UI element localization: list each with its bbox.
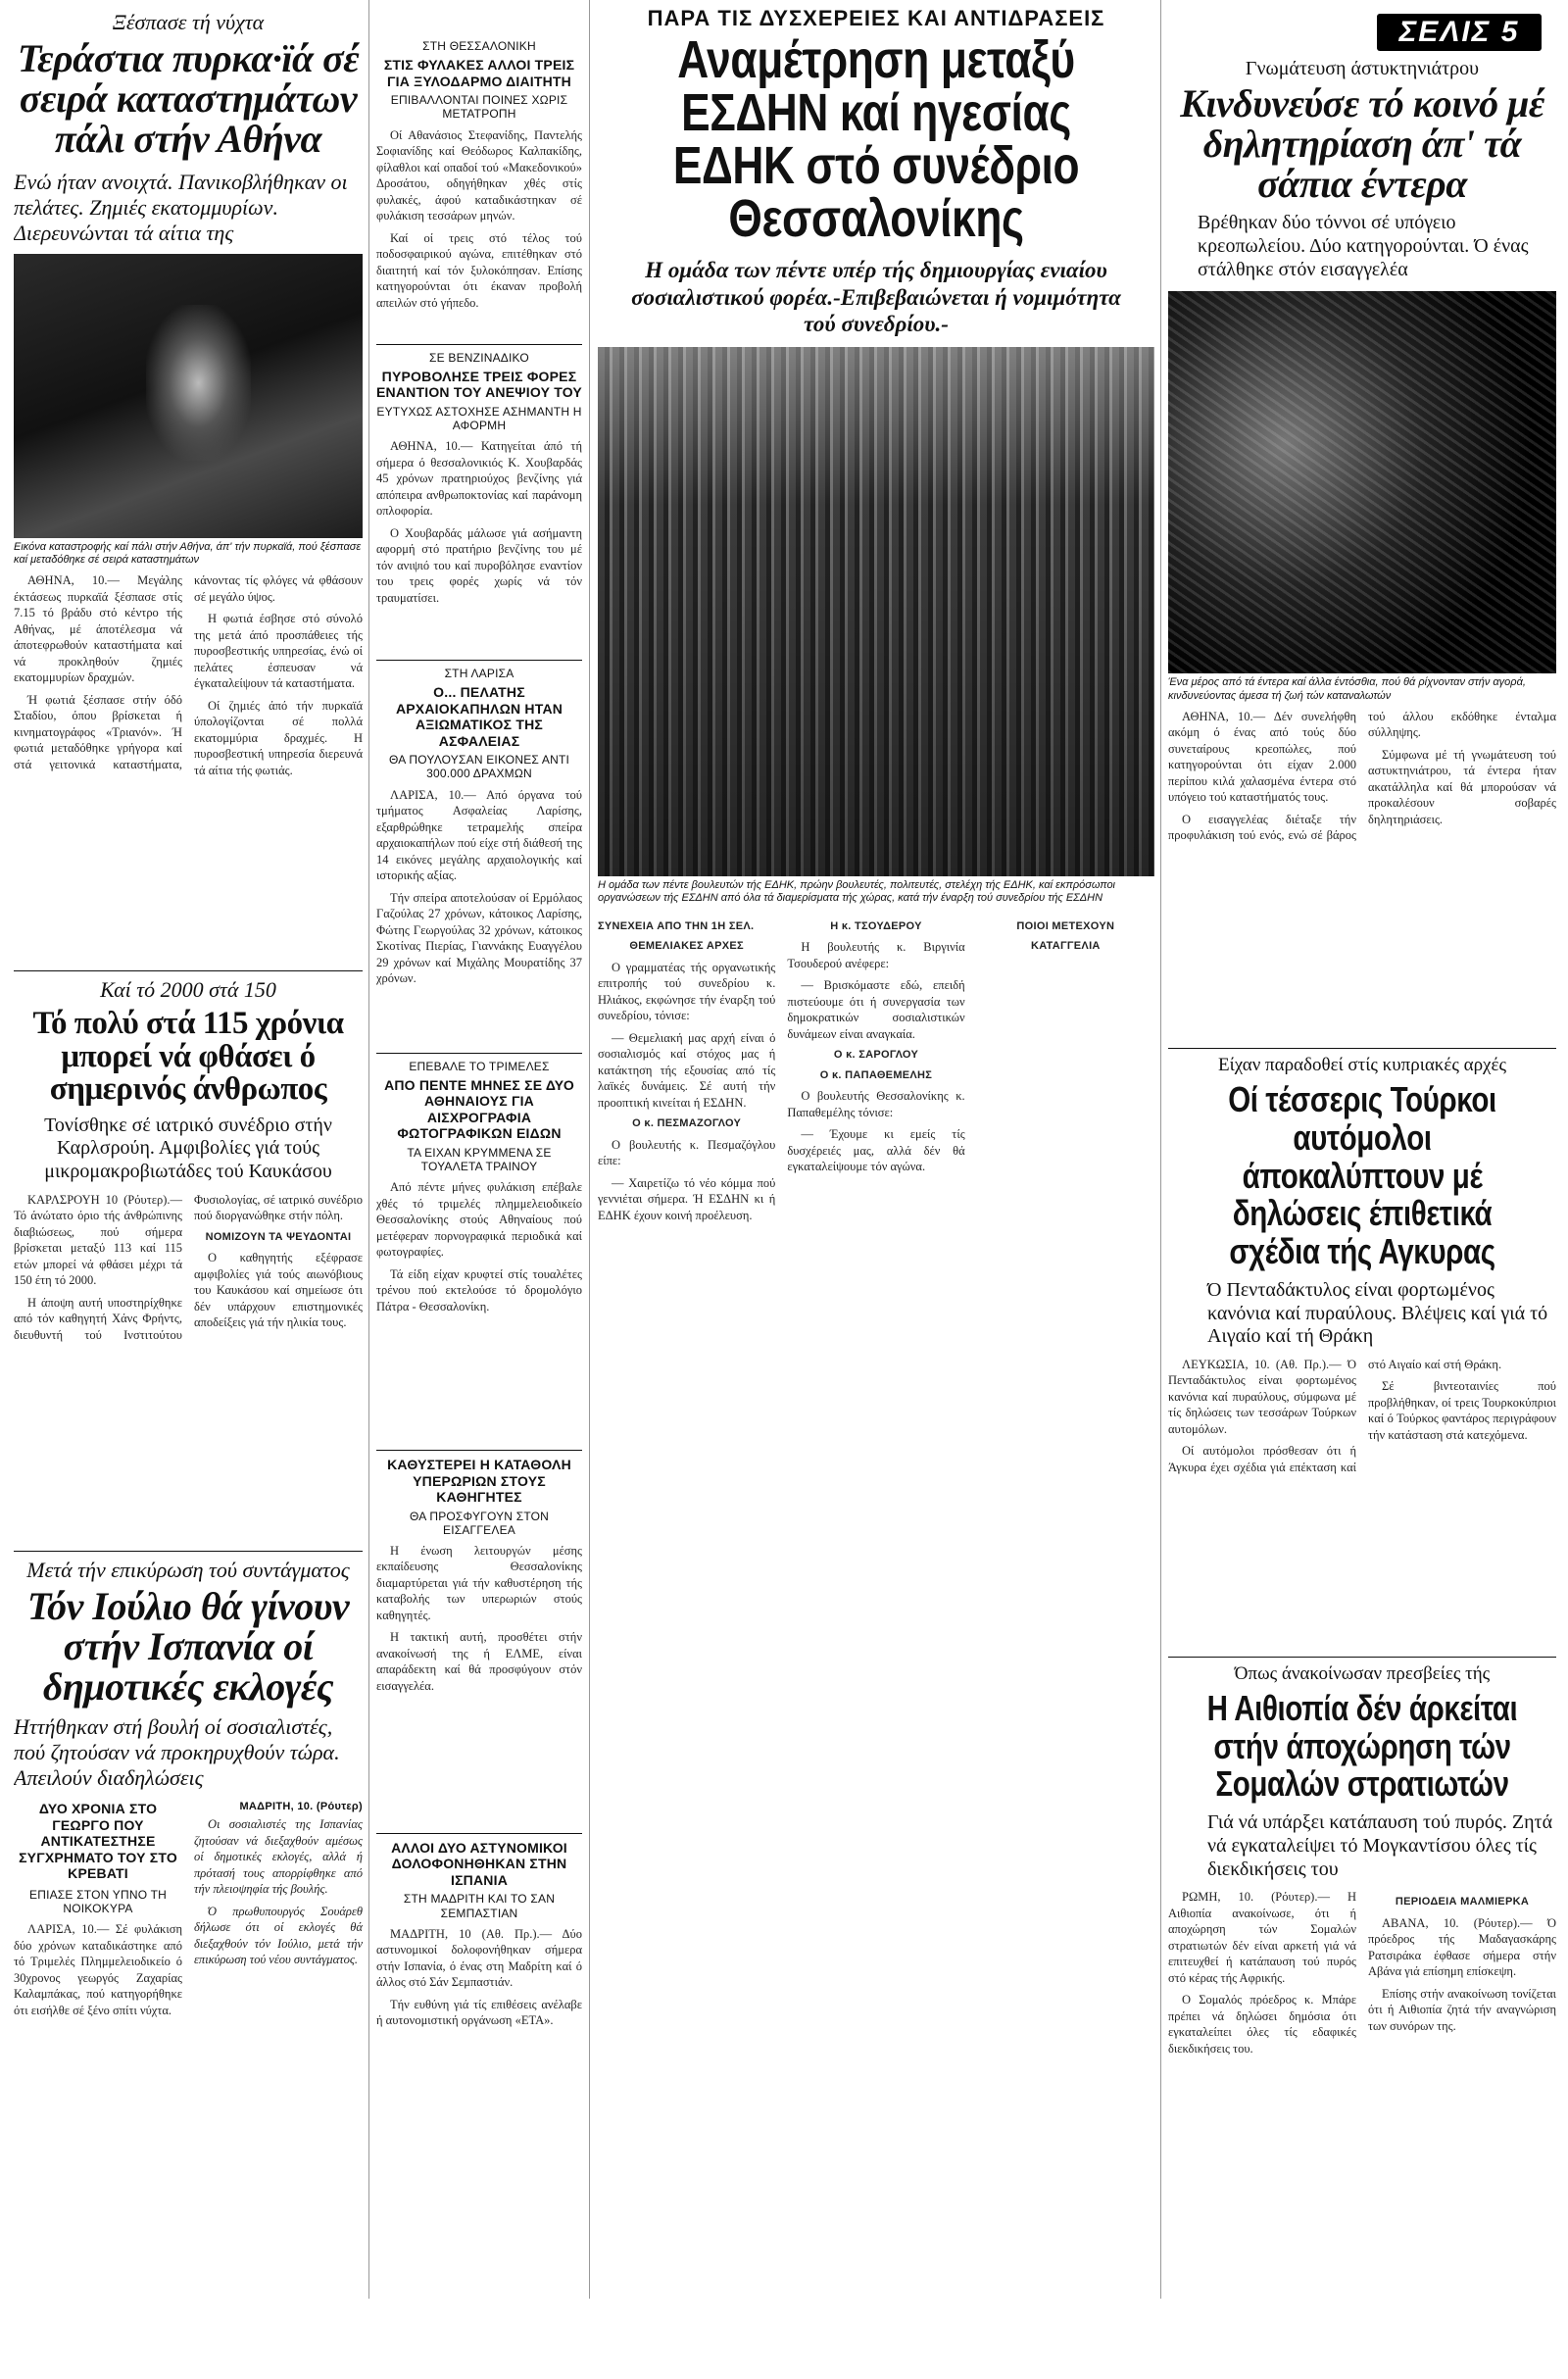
prisons-tag: ΣΤΗ ΘΕΣΣΑΛΟΝΙΚΗ bbox=[422, 39, 536, 53]
poison-photo-caption: Ένα μέρος από τά έντερα καί άλλα έντόσθια, πού θά ρίχνονταν στήν αγορά, κινδυνεύοντας άμεσα τή ζωή τών καταναλωτών bbox=[1168, 676, 1526, 702]
article-paragraph: Ή φωτιά ξέσπασε στήν όδό Σταδίου, όπου βρίσκεται ή κινηματογράφος «Τριανόν». Ή φωτιά μεταδόθηκε γρήγορα καί στά γειτονικά καταστήματα, κάνοντας τίς φλόγες νά φθάσουν σέ μεγάλο ύψος. bbox=[14, 573, 363, 771]
turkey-deck: Ό Πενταδάκτυλος είναι φορτωμένος κανόνια καί πυραύλους. Βλέψεις καί γιά τό Αιγαίο καί τή Θράκη bbox=[1207, 1279, 1548, 1348]
article-paragraph: ΛΑΡΙΣΑ, 10.— Σέ φυλάκιση δύο χρόνων καταδικάστηκε από τό Τριμελές Πλημμελειοδικείο ό 30χρονος γεωργός Ζαχαρίας Καλαμπάκας, πού κατηγορήθηκε ότι εισήλθε σέ ξένο σπίτι νύχτα. bbox=[14, 1922, 182, 2017]
side-story-body bbox=[14, 1921, 182, 2018]
article-paragraph: Η τακτική αυτή, προσθέτει στήν ανακοίνωσή της ή ΕΛΜΕ, είναι απαράδεκτη καί θά προσφύγουν στόν εισαγγελέα. bbox=[376, 1630, 582, 1693]
fire-deck: Ενώ ήταν ανοιχτά. Πανικοβλήθηκαν οι πελάτες. Ζημιές εκατομμυρίων. Διερευνώνται τά αίτια της bbox=[14, 169, 348, 245]
ethiopia-body-col1 bbox=[1168, 1889, 1356, 2379]
article-paragraph: Καί οί τρεις στό τέλος τού ποδοσφαιρικού αγώνα, επιτέθηκαν στό διαιτητή καί τόν ξυλοκόπησαν. Επίσης κατηγορούνται ότι έκαναν προβολή απειλών στό γήπεδο. bbox=[376, 230, 582, 310]
article-paragraph: Ο καθηγητής εξέφρασε αμφιβολίες γιά τούς αιωνόβιους του Καυκάσου καί σημείωσε ότι δέν υπάρχουν επιστημονικές αποδείξεις γιά τήν ηλικία τους. bbox=[194, 1251, 363, 1330]
article-paragraph: Ο Χουβαρδάς μάλωσε γιά ασήμαντη αφορμή στό πρατήριο βενζίνης του μέ τόν ανιψιό του καί πυροβόλησε εναντίον του τρεις φορές χωρίς νά τόν τραυματίσει. bbox=[376, 525, 582, 605]
prisons-subhead: ΕΠΙΒΑΛΛΟΝΤΑΙ ΠΟΙΝΕΣ ΧΩΡΙΣ ΜΕΤΑΤΡΟΠΗ bbox=[390, 93, 568, 122]
turkey-article-body bbox=[1168, 1357, 1556, 1651]
edik-body-col2 bbox=[787, 914, 964, 2266]
ethiopia-headline: Η Αιθιοπία δέν άρκείται στήν άποχώρηση τών Σομαλών στρατιωτών bbox=[1206, 1687, 1518, 1805]
edik-subhead-papathemelis: Ο κ. ΠΑΠΑΘΕΜΕΛΗΣ bbox=[819, 1068, 933, 1081]
article-paragraph: Επίσης στήν ανακοίνωση τονίζεται ότι ή Αιθιοπία ζητά τήν αναγνώριση των συνόρων της. bbox=[1368, 1986, 1556, 2033]
article-paragraph: ΑΘΗΝΑ, 10.— Κατηγείται άπό τή σήμερα ό θεσσαλονικιός Κ. Χουβαρδάς 45 χρόνων πρατηριούχος βενζίνης γιά απόπειρα ανθρωποκτονίας καί παράνομη οπλοφορία. bbox=[376, 439, 582, 518]
section-rule bbox=[376, 1833, 582, 1834]
column-divider bbox=[1160, 0, 1161, 2299]
gasstation-headline: ΠΥΡΟΒΟΛΗΣΕ ΤΡΕΙΣ ΦΟΡΕΣ ΕΝΑΝΤΙΟΝ ΤΟΥ ΑΝΕΨΙΟΥ ΤΟΥ bbox=[376, 368, 582, 401]
fire-photo bbox=[14, 254, 363, 538]
article-paragraph: ΑΘΗΝΑ, 10.— Δέν συνελήφθη ακόμη ό ένας από τούς δύο συνεταίρους κρεοπώλες, πού κατηγορούνται ότι είχαν 2.000 περίπου κιλά χαλασμένα έντερα στό υπόγειο τού καταστήματός τους. bbox=[1168, 709, 1356, 805]
gasstation-tag: ΣΕ ΒΕΝΖΙΝΑΔΙΚΟ bbox=[429, 350, 529, 365]
article-paragraph: ΡΩΜΗ, 10. (Ρόυτερ).— Η Αιθιοπία ανακοίνωσε, ότι ή αποχώρηση τών Σομαλών στρατιωτών δέν είναι αρκετή γιά νά επιτευχθεί ή κατάπαυση τού πυρός στό κέρας τής Αφρικής. bbox=[1168, 1890, 1356, 1985]
column-divider bbox=[368, 0, 369, 2299]
spain-vote-headline: Τόν Ιούλιο θά γίνουν στήν Ισπανία οί δημοτικές εκλογές bbox=[26, 1583, 350, 1709]
article-paragraph: Σέ βιντεοταινίες πού προβλήθηκαν, οί τρεις Τουρκοκύπριοι καί ό Τούρκος φαντάρος περιγράφουν τήν κατάσταση στά κατεχόμενα. bbox=[1368, 1379, 1556, 1442]
spain-vote-dateline: ΜΑΔΡΙΤΗ, 10. (Ρόυτερ) bbox=[239, 1801, 363, 1813]
longevity-subhead: ΝΟΜΙΖΟΥΝ ΤΑ ΨΕΥΔΟΝΤΑΙ bbox=[205, 1230, 352, 1243]
turkey-kicker: Είχαν παραδοθεί στίς κυπριακές αρχές bbox=[1218, 1054, 1506, 1075]
longevity-article-body bbox=[14, 1192, 363, 1545]
article-paragraph: Ο εισαγγελέας διέταξε τήν προφυλάκιση τού ενός, ενώ σέ βάρος τού άλλου εκδόθηκε ένταλμα σύλληψης. bbox=[1168, 709, 1556, 843]
column-divider bbox=[589, 0, 590, 2299]
larisa-headline: Ο... ΠΕΛΑΤΗΣ ΑΡΧΑΙΟΚΑΠΗΛΩΝ ΗΤΑΝ ΑΞΙΩΜΑΤΙΚΟΣ ΤΗΣ ΑΣΦΑΛΕΙΑΣ bbox=[395, 684, 564, 749]
section-rule bbox=[1168, 1048, 1556, 1049]
spain-vote-kicker: Μετά τήν επικύρωση τού συντάγματος bbox=[26, 1557, 350, 1582]
side-story-subhead: ΕΠΙΑΣΕ ΣΤΟΝ ΥΠΝΟ ΤΗ ΝΟΙΚΟΚΥΡΑ bbox=[29, 1887, 167, 1915]
larisa-body bbox=[376, 787, 582, 1047]
poison-deck: Βρέθηκαν δύο τόννοι σέ υπόγειο κρεοπωλείου. Δύο κατηγορούνται. Ό ένας στάλθηκε στόν εισαγγελέα bbox=[1198, 212, 1529, 280]
column-right bbox=[1168, 0, 1556, 2379]
fire-headline: Τεράστια πυρκα·ϊά σέ σειρά καταστημάτων πάλι στήν Αθήνα bbox=[17, 36, 360, 161]
section-rule bbox=[14, 970, 363, 971]
ethiopia-kicker: Όπως άνακοίνωσαν πρεσβείες τής bbox=[1234, 1662, 1491, 1684]
gasstation-subhead: ΕΥΤΥΧΩΣ ΑΣΤΟΧΗΣΕ ΑΣΗΜΑΝΤΗ Η ΑΦΟΡΜΗ bbox=[376, 404, 582, 432]
article-paragraph: ΚΑΡΛΣΡΟΥΗ 10 (Ρόυτερ).— Τό άνώτατο όριο τής άνθρώπινης διαβιώσεως, πού σήμερα βρίσκεται μεταξύ 113 καί 115 ετών μπορεί νά φθάσει μέχρι τά 150 έτη τό 2000. bbox=[14, 1192, 182, 1288]
edik-subhead-pesmazoglou: Ο κ. ΠΕΣΜΑΖΟΓΛΟΥ bbox=[632, 1117, 742, 1130]
edik-subhead-tsouderou: Η κ. ΤΣΟΥΔΕΡΟΥ bbox=[830, 919, 922, 932]
prisons-headline: ΣΤΙΣ ΦΥΛΑΚΕΣ ΑΛΛΟΙ ΤΡΕΙΣ ΓΙΑ ΞΥΛΟΔΑΡΜΟ ΔΙΑΙΤΗΤΗ bbox=[383, 57, 575, 89]
trimeles-body bbox=[376, 1179, 582, 1444]
trimeles-headline: ΑΠΟ ΠΕΝΤΕ ΜΗΝΕΣ ΣΕ ΔΥΟ ΑΘΗΝΑΙΟΥΣ ΓΙΑ ΑΙΣΧΡΟΓΡΑΦΙΑ ΦΩΤΟΓΡΑΦΙΚΩΝ ΕΙΔΩΝ bbox=[384, 1076, 574, 1142]
ethiopia-body-col2 bbox=[1368, 1889, 1556, 2379]
spain-vote-body bbox=[194, 1801, 363, 2291]
section-rule bbox=[376, 1053, 582, 1054]
fire-kicker: Ξέσπασε τή νύχτα bbox=[112, 10, 265, 34]
article-paragraph: Τήν σπείρα αποτελούσαν οί Ερμόλαος Γαζούλας 27 χρόνων, κάτοικος Λαρίσης, Φώτης Γεωργούλας 32 χρόνων, κάτοικος Σκοτίνας Πιερίας, Γιαννάκης Ευαγγέλου 29 χρόνων καί Μιχάλης Μουρατίδης 37 χρόνων. bbox=[376, 890, 582, 986]
article-paragraph: Ο γραμματέας τής οργανωτικής επιτροπής τού συνεδρίου κ. Ηλιάκος, εκφώνησε τήν έναρξη τού συνεδρίου, τόνισε: bbox=[598, 960, 776, 1023]
trimeles-subhead: ΤΑ ΕΙΧΑΝ ΚΡΥΜΜΕΝΑ ΣΕ ΤΟΥΑΛΕΤΑ ΤΡΑΙΝΟΥ bbox=[407, 1145, 552, 1173]
article-paragraph: Από πέντε μήνες φυλάκιση επέβαλε χθές τό τριμελές πλημμελειοδικείο Θεσσαλονίκης στούς Αθηναίους πού μετέφεραν πορνογραφικά περιοδικά καί φωτογραφίες. bbox=[376, 1180, 582, 1260]
article-paragraph: ΛΕΥΚΩΣΙΑ, 10. (Αθ. Πρ.).— Ό Πενταδάκτυλος είναι φορτωμένος κανόνια καί πυραύλους, σύμφωνα μέ τίς δηλώσεις των τεσσάρων Τούρκων αυτομόλων. bbox=[1168, 1357, 1356, 1436]
longevity-kicker: Καί τό 2000 στά 150 bbox=[100, 977, 276, 1003]
spain-police-subhead: ΣΤΗ ΜΑΔΡΙΤΗ ΚΑΙ ΤΟ ΣΑΝ ΣΕΜΠΑΣΤΙΑΝ bbox=[403, 1892, 556, 1920]
teachers-headline: ΚΑΘΥΣΤΕΡΕΙ Η ΚΑΤΑΘΟΛΗ ΥΠΕΡΩΡΙΩΝ ΣΤΟΥΣ ΚΑΘΗΓΗΤΕΣ bbox=[387, 1457, 571, 1506]
spain-vote-columns bbox=[14, 1801, 363, 2291]
teachers-body bbox=[376, 1543, 582, 1827]
article-paragraph: Ο βουλευτής κ. Πεσμαζόγλου είπε: bbox=[598, 1137, 776, 1168]
poison-headline: Κινδυνεύσε τό κοινό μέ δηλητηρίαση άπ' τά σάπια έντερα bbox=[1180, 81, 1544, 206]
article-paragraph: Η άποψη αυτή υποστηρίχθηκε από τόν καθηγητή Χάνς Φρήντς, διευθυντή τού Ινστιτούτου Φυσιολογίας, σέ ιατρικό συνέδριο πού διοργανώθηκε στήν πόλη. bbox=[14, 1192, 363, 1342]
prisons-body bbox=[376, 127, 582, 338]
spain-vote-text bbox=[194, 1816, 363, 1968]
spain-vote-deck: Ηττήθηκαν στή βουλή οί σοσιαλιστές, πού ζητούσαν νά προκηρυχθούν τώρα. Απειλούν διαδηλώσεις bbox=[14, 1714, 340, 1791]
article-paragraph: Η φωτιά έσβησε στό σύνολό της μετά άπό προσπάθειες τής πυροσβεστικής υπηρεσίας, ένώ οί πελάτες έσπευσαν νά έγκαταλείψουν τά καταστήματα. bbox=[194, 612, 363, 691]
fire-photo-caption: Εικόνα καταστροφής καί πάλι στήν Αθήνα, άπ' τήν πυρκαϊά, πού ξέσπασε καί μεταδόθηκε σέ σειρά καταστημάτων bbox=[14, 540, 362, 567]
article-paragraph: — Θεμελιακή μας αρχή είναι ό σοσιαλισμός καί στόχος μας ή κατάκτηση τής εξουσίας από τίς λαϊκές δυνάμεις. Σέ αυτή τήν προοπτική κινείται ή ΕΣΔΗΝ. bbox=[598, 1030, 776, 1110]
fire-article-body bbox=[14, 572, 363, 965]
teachers-subhead: ΘΑ ΠΡΟΣΦΥΓΟΥΝ ΣΤΟΝ ΕΙΣΑΓΓΕΛΕΑ bbox=[409, 1509, 550, 1537]
intestines-photo bbox=[1168, 291, 1556, 673]
section-logo: ΣΕΛΙΣ 5 bbox=[1377, 14, 1542, 51]
section-rule bbox=[376, 660, 582, 661]
continued-from: ΣΥΝΕΧΕΙΑ ΑΠΟ ΤΗΝ 1Η ΣΕΛ. bbox=[598, 919, 755, 932]
article-paragraph: Η βουλευτής κ. Βιργινία Τσουδερού ανέφερε: bbox=[787, 940, 965, 970]
edik-subhead-complaint: ΚΑΤΑΓΓΕΛΙΑ bbox=[1030, 940, 1101, 953]
column-briefs bbox=[376, 0, 582, 2142]
article-paragraph: Ο Σομαλός πρόεδρος κ. Μπάρε πρέπει νά δηλώσει δημόσια ότι εγκαταλείπει όλες τίς εδαφικές διεκδικήσεις του. bbox=[1168, 1993, 1356, 2056]
column-left bbox=[14, 0, 363, 2291]
article-paragraph: ΜΑΔΡΙΤΗ, 10 (Αθ. Πρ.).— Δύο αστυνομικοί δολοφονήθηκαν σήμερα στήν Ισπανία, ό ένας στη Μαδρίτη καί ό άλλος στό Σάν Σεμπαστιάν. bbox=[376, 1926, 582, 1990]
larisa-subhead: ΘΑ ΠΟΥΛΟΥΣΑΝ ΕΙΚΟΝΕΣ ΑΝΤΙ 300.000 ΔΡΑΧΜΩΝ bbox=[388, 753, 570, 781]
ethiopia-columns bbox=[1168, 1889, 1556, 2379]
article-paragraph: ΛΑΡΙΣΑ, 10.— Από όργανα τού τμήματος Ασφαλείας Λαρίσης, εξαρθρώθηκε τετραμελής σπείρα αρχαιοκαπήλων πού είχε στή διάθεσή της 14 εικόνες μεγάλης αρχαιολογικής καί ιστορικής αξίας. bbox=[376, 787, 582, 883]
ethiopia-subhead: ΠΕΡΙΟΔΕΙΑ ΜΑΛΜΙΕΡΚΑ bbox=[1395, 1896, 1530, 1908]
article-paragraph: ΑΒΑΝΑ, 10. (Ρόυτερ).— Ό πρόεδρος τής Μαδαγασκάρης Ρατσιράκα έφθασε σήμερα στήν Αβάνα γιά επίσημη επίσκεψη. bbox=[1368, 1915, 1556, 1979]
article-paragraph: Τήν ευθύνη γιά τίς επιθέσεις ανέλαβε ή αυτονομιστική οργάνωση «ΕΤΑ». bbox=[376, 1997, 582, 2028]
article-paragraph: — Βρισκόμαστε εδώ, επειδή πιστεύουμε ότι ή συνεργασία των δημοκρατικών σοσιαλιστικών δυνάμεων είναι αναγκαία. bbox=[787, 978, 965, 1041]
column-lead bbox=[598, 0, 1154, 2266]
article-paragraph: Οί ζημιές άπό τήν πυρκαϊά ύπολογίζονται σέ πολλά εκατομμύρια δραχμές. Η πυροσβεστική υπηρεσία διερευνά τά αίτια τής φωτιάς. bbox=[194, 698, 363, 777]
article-paragraph: — Χαιρετίζω τό νέο κόμμα πού γεννιέται σήμερα. Ή ΕΣΔΗΝ κι ή ΕΔΗΚ έχουν κοινή προέλευση. bbox=[598, 1175, 776, 1222]
section-rule bbox=[14, 1551, 363, 1552]
poison-kicker: Γνωμάτευση άστυκτηνιάτρου bbox=[1245, 58, 1480, 79]
edik-subhead-participants: ΠΟΙΟΙ ΜΕΤΕΧΟΥΝ bbox=[1016, 919, 1115, 932]
article-paragraph: Σύμφωνα μέ τή γνωμάτευση τού αστυκτηνιάτρου, τά έντερα ήταν ακατάλληλα καί θά μπορούσαν νά προκαλέσουν σοβαρές δηλητηριάσεις. bbox=[1368, 747, 1556, 826]
turkey-headline: Οί τέσσερις Τούρκοι αυτόμολοι άποκαλύπτουν μέ δηλώσεις έπιθετικά σχέδια τής Αγκυρας bbox=[1228, 1078, 1496, 1272]
article-paragraph: Ό πρωθυπουργός Σουάρεθ δήλωσε ότι οί εκλογές θά διεξαχθούν τόν Ιούλιο, μετά τήν επικύρωση τού νέου συντάγματος. bbox=[194, 1904, 363, 1967]
longevity-deck: Τονίσθηκε σέ ιατρικό συνέδριο στήν Καρλσρούη. Αμφιβολίες γιά τούς μικρομακροβιωτάδες τού Καυκάσου bbox=[44, 1114, 332, 1182]
edik-headline: Αναμέτρηση μεταξύ ΕΣΔΗΝ καί ηγεσίας ΕΔΗΚ στό συνέδριο Θεσσαλονίκης bbox=[672, 30, 1080, 249]
edik-photo-caption: Η ομάδα των πέντε βουλευτών τής ΕΔΗΚ, πρώην βουλευτές, πολιτευτές, στελέχη τής ΕΔΗΚ, καί εκπρόσωποι οργανώσεων τής ΕΣΔΗΝ από όλα τά διαμερίσματα τής χώρας, κατά τήν έναρξη τού συνεδρίου τής ΕΣΔΗΝ bbox=[598, 878, 1115, 905]
section-rule bbox=[376, 344, 582, 345]
article-paragraph: ΑΘΗΝΑ, 10.— Μεγάλης έκτάσεως πυρκαϊά ξέσπασε στίς 7.15 τό βράδυ στό κέντρο τής Αθήνας, μέ άποτέλεσμα νά άποτεφρωθούν καταστήματα καί νά προκληθούν ζημιές εκατομμυρίων δραχμών. bbox=[14, 573, 182, 685]
poison-article-body bbox=[1168, 709, 1556, 1042]
article-paragraph: — Έχουμε κι εμείς τίς δυσχέρειές μας, αλλά δέν θά εγκαταλείψουμε τόν αγώνα. bbox=[787, 1127, 965, 1174]
edik-body-col3 bbox=[977, 914, 1154, 2266]
article-paragraph: Οί αυτόμολοι πρόσθεσαν ότι ή Άγκυρα έχει σχέδια γιά επέκταση καί στό Αιγαίο καί στή Θράκη. bbox=[1168, 1357, 1502, 1474]
edik-subhead-principles: ΘΕΜΕΛΙΑΚΕΣ ΑΡΧΕΣ bbox=[629, 940, 744, 953]
article-paragraph: Οί Αθανάσιος Στεφανίδης, Παντελής Σοφιανίδης καί Θεόδωρος Καλπακίδης, φίλαθλοι καί οπαδοί τού «Μακεδονικού» Δροσάτου, οδηγήθηκαν χθές στίς φυλακές, άφού καταδικάστηκαν σέ φυλάκιση τεσσάρων μηνών. bbox=[376, 127, 582, 223]
section-rule bbox=[1168, 1657, 1556, 1658]
side-story bbox=[14, 1801, 182, 2291]
ethiopia-deck: Γιά νά υπάρξει κατάπαυση τού πυρός. Ζητά νά εγκαταλείψει τό Μογκαντίσου όλες τίς διεκδικήσεις του bbox=[1207, 1811, 1553, 1880]
gasstation-body bbox=[376, 438, 582, 654]
trimeles-tag: ΕΠΕΒΑΛΕ ΤΟ ΤΡΙΜΕΛΕΣ bbox=[409, 1059, 550, 1073]
article-paragraph: Ο βουλευτής Θεσσαλονίκης κ. Παπαθεμέλης τόνισε: bbox=[787, 1089, 965, 1119]
article-paragraph: Τά είδη είχαν κρυφτεί στίς τουαλέτες τρένου πού εκτελούσε τό δρομολόγιο Πάτρα - Θεσσαλονίκη. bbox=[376, 1266, 582, 1313]
larisa-tag: ΣΤΗ ΛΑΡΙΣΑ bbox=[444, 667, 514, 680]
spain-police-body bbox=[376, 1926, 582, 2142]
edik-subhead-saroglou: Ο κ. ΣΑΡΟΓΛΟΥ bbox=[833, 1049, 919, 1062]
edik-deck: Η ομάδα των πέντε υπέρ τής δημιουργίας ενιαίου σοσιαλιστικού φορέα.-Επιβεβαιώνεται ή νομιμότητα τού συνεδρίου.- bbox=[631, 258, 1121, 336]
edik-body-col1 bbox=[598, 914, 775, 2266]
spain-police-headline: ΑΛΛΟΙ ΔΥΟ ΑΣΤΥΝΟΜΙΚΟΙ ΔΟΛΟΦΟΝΗΘΗΚΑΝ ΣΤΗΝ ΙΣΠΑΝΙΑ bbox=[391, 1839, 567, 1888]
side-story-headline: ΔΥΟ ΧΡΟΝΙΑ ΣΤΟ ΓΕΩΡΓΟ ΠΟΥ ΑΝΤΙΚΑΤΕΣΤΗΣΕ ΣΥΓΧΡΗΜΑΤΟ ΤΟΥ ΣΤΟ ΚΡΕΒΑΤΙ bbox=[19, 1801, 177, 1882]
article-paragraph: Οι σοσιαλιστές της Ισπανίας ζητούσαν νά διεξαχθούν αμέσως οί δημοτικές εκλογές, αλλά ή πρότασή τους απορρίφθηκε από τήν πλειοψηφία τής βουλής. bbox=[194, 1817, 363, 1897]
longevity-headline: Τό πολύ στά 115 χρόνια μπορεί νά φθάσει ό σημερινός άνθρωπος bbox=[32, 1005, 344, 1108]
edik-congress-photo bbox=[598, 347, 1154, 876]
edik-kicker: ΠΑΡΑ ΤΙΣ ΔΥΣΧΕΡΕΙΕΣ ΚΑΙ ΑΝΤΙΔΡΑΣΕΙΣ bbox=[647, 6, 1105, 30]
article-paragraph: Η ένωση λειτουργών μέσης εκπαίδευσης Θεσσαλονίκης διαμαρτύρεται γιά τήν καθυστέρηση τής καταβολής των υπερωριών στούς καθηγητές. bbox=[376, 1543, 582, 1622]
edik-article-columns bbox=[598, 914, 1154, 2266]
section-rule bbox=[376, 1450, 582, 1451]
